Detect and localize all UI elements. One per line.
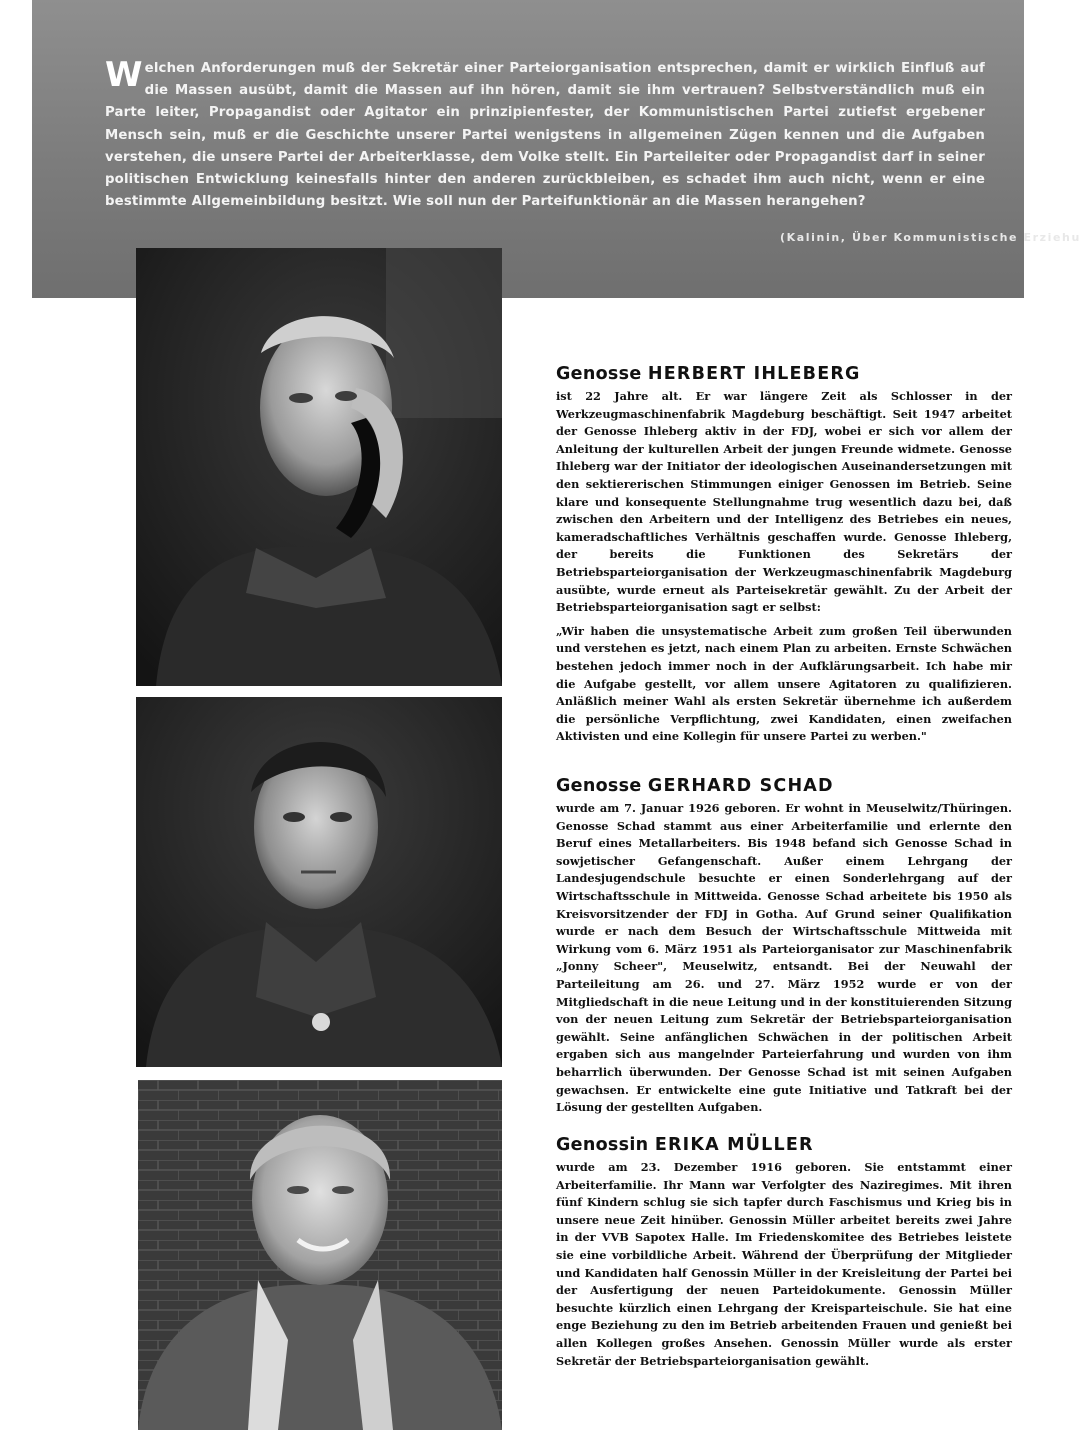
profile-name: ERIKA MÜLLER	[654, 1135, 814, 1155]
profile-name: GERHARD SCHAD	[647, 776, 834, 796]
profile-text: wurde am 23. Dezember 1916 geboren. Sie entstammt einer Arbeiterfamilie. Ihr Mann war Verfolgter des Naziregimes. Mit ihren fünf Kindern schlug sie sich tapfer durch Faschismus und Krieg bis in unsere neue Zeit hinüber. Genossin Müller arbeitet bereits zwei Jahre in der VVB Sapotex Halle. Im Friedenskomitee des Betriebes leistete sie eine vorbildliche Arbeit. Während der Überprüfung der Mitglieder und Kandidaten half Genossin Müller in der Kreisleitung der Partei bei der Ausfertigung der neuen Parteidokumente. Genossin Müller besuchte kürzlich einen Lehrgang der Kreisparteischule. Sie hat eine enge Beziehung zu den im Betrieb arbeitenden Frauen und genießt bei allen Kollegen großes Ansehen. Genossin Müller wurde als erster Sekretär der Betriebsparteiorganisation gewählt.	[556, 1160, 1012, 1368]
profile-ihleberg	[556, 364, 1012, 746]
portrait-photo-ihleberg	[136, 248, 502, 686]
profile-heading	[556, 1135, 1012, 1155]
profile-heading	[556, 364, 1012, 384]
quote-initial-letter: W	[105, 55, 143, 95]
profile-mueller	[556, 1135, 1012, 1370]
portrait-photo-mueller	[138, 1080, 502, 1430]
quote-source: (Kalinin, Über Kommunistische Erziehu	[780, 231, 1081, 244]
profile-name: HERBERT IHLEBERG	[647, 364, 861, 384]
portrait-photo-schad	[136, 697, 502, 1067]
profile-prefix: Genossin	[556, 1135, 649, 1155]
profile-quote: „Wir haben die unsystematische Arbeit zum großen Teil überwunden und verstehen es jetzt, nach einem Plan zu arbeiten. Ernste Schwächen bestehen jedoch immer noch in der Aufklärungsarbeit. Ich habe mir die Aufgabe gestellt, vor allem unsere Agitatoren zu qualifizieren. Anläßlich meiner Wahl als ersten Sekretär übernehme ich außerdem die persönliche Verpflichtung, zwei Kandidaten, einen zweifachen Aktivisten und eine Kollegin für unsere Partei zu werben."	[556, 623, 1012, 744]
quote-text: elchen Anforderungen muß der Sekretär einer Parteiorganisation entsprechen, damit er wirklich Einfluß auf die Massen ausübt, damit die Massen auf ihn hören, damit sie ihm vertrauen? Selbstverständlich muß ein Parte leiter, Propagandist oder Agitator ein prinzipienfester, der Kommunistischen Partei zutiefst ergebener Mensch sein, muß er die Geschichte unserer Partei wenigstens in allgemeinen Zügen kennen und die Aufgaben verstehen, die unsere Partei der Arbeiterklasse, dem Volke stellt. Ein Parteileiter oder Propagandist darf in seiner politischen Entwicklung keinesfalls hinter den anderen zurückbleiben, es schadet ihm auch nicht, wenn er eine bestimmte Allgemeinbildung besitzt. Wie soll nun der Parteifunktionär an die Massen herangehen?	[105, 61, 985, 210]
profile-text: ist 22 Jahre alt. Er war längere Zeit als Schlosser in der Werkzeugmaschinenfabrik Magdeburg beschäftigt. Seit 1947 arbeitet der Genosse Ihleberg aktiv in der FDJ, wobei er sich vor allem der Anleitung der kulturellen Arbeit der jungen Freunde widmete. Genosse Ihleberg war der Initiator der ideologischen Auseinandersetzungen mit den sektiererischen Stimmungen einiger Genossen im Betrieb. Seine klare und konsequente Stellungnahme trug wesentlich dazu bei, daß zwischen den Arbeitern und der Intelligenz des Betriebes ein neues, kameradschaftliches Verhältnis geschaffen wurde. Genosse Ihleberg, der bereits die Funktionen des Sekretärs der Betriebsparteiorganisation der Werkzeugmaschinenfabrik Magdeburg ausübte, wurde erneut als Parteisekretär gewählt. Zu der Arbeit der Betriebsparteiorganisation sagt er selbst:	[556, 389, 1012, 615]
profile-prefix: Genosse	[556, 776, 642, 796]
profile-heading	[556, 776, 1012, 796]
profile-schad	[556, 776, 1012, 1117]
profile-text: wurde am 7. Januar 1926 geboren. Er wohnt in Meuselwitz/Thüringen. Genosse Schad stammt aus einer Arbeiterfamilie und erlernte den Beruf eines Metallarbeiters. Bis 1948 befand sich Genosse Schad in sowjetischer Gefangenschaft. Außer einem Lehrgang der Landesjugendschule besuchte er einen Sonderlehrgang auf der Wirtschaftsschule in Mittweida. Genosse Schad arbeitete bis 1950 als Kreisvorsitzender der FDJ in Gotha. Auf Grund seiner Qualifikation wurde er nach dem Besuch der Wirtschaftsschule Mittweida mit Wirkung vom 6. März 1951 als Parteiorganisator zur Maschinenfabrik „Jonny Scheer", Meuselwitz, entsandt. Bei der Neuwahl der Parteileitung am 26. und 27. März 1952 wurde er von der Mitgliedschaft in die neue Leitung und in der konstituierenden Sitzung von der neuen Leitung zum Sekretär der Betriebsparteiorganisation gewählt. Seine anfänglichen Schwächen in der politischen Arbeit ergaben sich aus mangelnder Parteierfahrung und wurden von ihm beharrlich überwunden. Der Genosse Schad ist mit seinen Aufgaben gewachsen. Er entwickelte eine gute Initiative und Tatkraft bei der Lösung der gestellten Aufgaben.	[556, 801, 1012, 1115]
kalinin-quote	[105, 55, 985, 213]
profile-prefix: Genosse	[556, 364, 642, 384]
